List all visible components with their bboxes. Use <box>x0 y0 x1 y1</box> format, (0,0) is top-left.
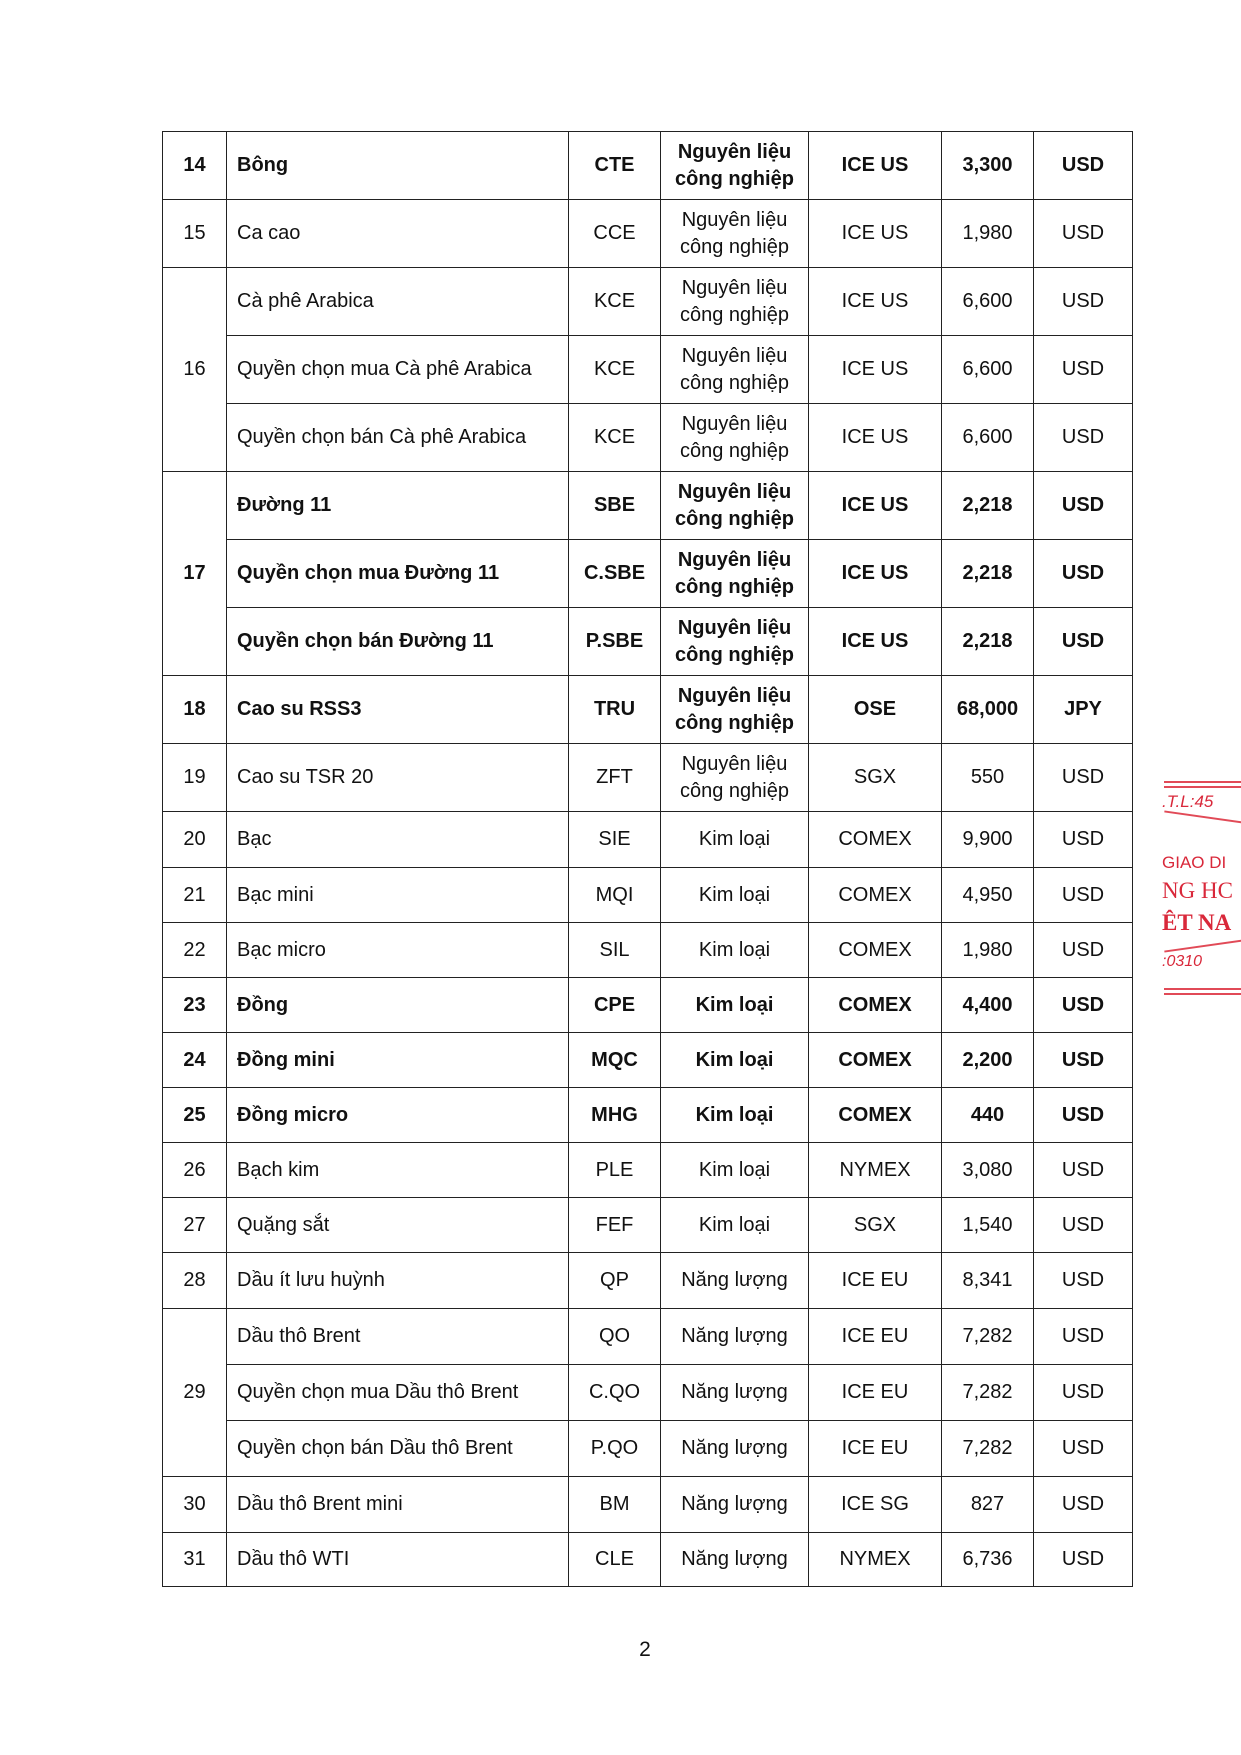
commodity-code: CPE <box>569 978 661 1033</box>
currency: USD <box>1034 200 1133 268</box>
exchange: COMEX <box>809 978 942 1033</box>
margin-value: 7,282 <box>942 1421 1034 1477</box>
table-row <box>163 1143 1133 1198</box>
currency: USD <box>1034 1198 1133 1253</box>
commodity-code: SIE <box>569 812 661 868</box>
row-number: 31 <box>163 1533 227 1587</box>
currency: USD <box>1034 1533 1133 1587</box>
currency: USD <box>1034 868 1133 923</box>
currency: USD <box>1034 608 1133 676</box>
margin-value: 2,218 <box>942 608 1034 676</box>
currency: USD <box>1034 1143 1133 1198</box>
exchange: ICE EU <box>809 1253 942 1309</box>
exchange: ICE SG <box>809 1477 942 1533</box>
stamp-text-1: .T.L:45 <box>1162 792 1214 811</box>
commodity-name: Cao su TSR 20 <box>227 744 569 812</box>
row-number: 20 <box>163 812 227 868</box>
commodity-group <box>661 1365 809 1421</box>
commodity-group <box>661 923 809 978</box>
table-row <box>163 404 1133 472</box>
commodity-group <box>661 608 809 676</box>
commodity-code: QO <box>569 1309 661 1365</box>
commodity-code: CLE <box>569 1533 661 1587</box>
group-line: Kim loại <box>698 828 771 850</box>
commodity-code: TRU <box>569 676 661 744</box>
margin-value: 3,080 <box>942 1143 1034 1198</box>
commodity-name: Quyền chọn mua Cà phê Arabica <box>227 336 569 404</box>
commodity-code: KCE <box>569 268 661 336</box>
row-number: 19 <box>163 744 227 812</box>
page-number: 2 <box>639 1638 651 1661</box>
table-row <box>163 608 1133 676</box>
group-line: công nghiệp <box>680 439 789 462</box>
table-row <box>163 132 1133 200</box>
currency: USD <box>1034 268 1133 336</box>
commodity-name: Quyền chọn mua Đường 11 <box>227 540 569 608</box>
table-row <box>163 1033 1133 1088</box>
commodity-name: Dầu thô Brent mini <box>227 1477 569 1533</box>
commodity-group <box>661 978 809 1033</box>
group-line: Kim loại <box>698 1213 771 1236</box>
commodity-code: MHG <box>569 1088 661 1143</box>
exchange: COMEX <box>809 868 942 923</box>
margin-value: 2,218 <box>942 472 1034 540</box>
margin-value: 7,282 <box>942 1365 1034 1421</box>
commodity-group <box>661 1533 809 1587</box>
commodity-code: QP <box>569 1253 661 1309</box>
margin-value: 440 <box>942 1088 1034 1143</box>
group-line: Kim loại <box>695 993 774 1016</box>
commodity-group <box>661 744 809 812</box>
commodity-code: BM <box>569 1477 661 1533</box>
group-line: Năng lượng <box>681 1437 788 1459</box>
red-stamp-fragment <box>1160 775 1241 1005</box>
exchange: ICE US <box>809 472 942 540</box>
stamp-text-4: ÊT NA <box>1162 910 1232 935</box>
row-number: 21 <box>163 868 227 923</box>
margin-value: 1,980 <box>942 200 1034 268</box>
commodity-code: P.QO <box>569 1421 661 1477</box>
group-line: Kim loại <box>698 883 771 906</box>
commodity-table <box>162 131 1133 1587</box>
commodity-code: ZFT <box>569 744 661 812</box>
group-line: công nghiệp <box>675 507 794 530</box>
commodity-group <box>661 1421 809 1477</box>
commodity-name: Dầu ít lưu huỳnh <box>227 1253 569 1309</box>
table-row <box>163 472 1133 540</box>
table-row <box>163 1198 1133 1253</box>
commodity-code: CCE <box>569 200 661 268</box>
currency: USD <box>1034 1253 1133 1309</box>
table-row <box>163 1253 1133 1309</box>
commodity-group <box>661 812 809 868</box>
exchange: ICE US <box>809 608 942 676</box>
commodity-group <box>661 1309 809 1365</box>
margin-value: 2,218 <box>942 540 1034 608</box>
group-line: Nguyên liệu <box>677 684 792 707</box>
margin-value: 9,900 <box>942 812 1034 868</box>
margin-value: 1,540 <box>942 1198 1034 1253</box>
row-number: 30 <box>163 1477 227 1533</box>
group-line: Nguyên liệu <box>681 208 788 231</box>
commodity-name: Dầu thô WTI <box>227 1533 569 1587</box>
commodity-name: Bạc <box>227 812 569 868</box>
group-line: Năng lượng <box>681 1381 788 1403</box>
margin-value: 8,341 <box>942 1253 1034 1309</box>
commodity-group <box>661 132 809 200</box>
currency: USD <box>1034 978 1133 1033</box>
table-row <box>163 868 1133 923</box>
commodity-name: Bạch kim <box>227 1143 569 1198</box>
commodity-name: Dầu thô Brent <box>227 1309 569 1365</box>
row-number: 15 <box>163 200 227 268</box>
exchange: NYMEX <box>809 1143 942 1198</box>
group-line: Năng lượng <box>681 1325 788 1347</box>
margin-value: 4,400 <box>942 978 1034 1033</box>
commodity-group <box>661 1253 809 1309</box>
group-line: công nghiệp <box>680 235 789 258</box>
table-row <box>163 744 1133 812</box>
group-line: công nghiệp <box>680 303 789 326</box>
currency: USD <box>1034 1088 1133 1143</box>
table-row <box>163 923 1133 978</box>
margin-value: 6,600 <box>942 404 1034 472</box>
stamp-text-5: :0310 <box>1162 953 1203 970</box>
exchange: ICE US <box>809 404 942 472</box>
currency: USD <box>1034 1309 1133 1365</box>
commodity-name: Quyền chọn bán Đường 11 <box>227 608 569 676</box>
commodity-name: Quyền chọn mua Dầu thô Brent <box>227 1365 569 1421</box>
stamp-text-3: NG HC <box>1162 878 1233 903</box>
commodity-group <box>661 1088 809 1143</box>
commodity-name: Đồng micro <box>227 1088 569 1143</box>
exchange: SGX <box>809 1198 942 1253</box>
exchange: OSE <box>809 676 942 744</box>
exchange: COMEX <box>809 812 942 868</box>
group-line: Kim loại <box>695 1048 774 1071</box>
table-row <box>163 1309 1133 1365</box>
commodity-group <box>661 268 809 336</box>
commodity-group <box>661 336 809 404</box>
exchange: COMEX <box>809 1088 942 1143</box>
table-row <box>163 1421 1133 1477</box>
group-line: Kim loại <box>695 1103 774 1126</box>
commodity-group <box>661 1143 809 1198</box>
stamp-text-2: GIAO DI <box>1162 853 1227 872</box>
row-number: 17 <box>163 472 227 676</box>
commodity-name: Bông <box>227 132 569 200</box>
group-line: công nghiệp <box>675 643 794 666</box>
row-number: 16 <box>163 268 227 472</box>
group-line: công nghiệp <box>675 711 794 734</box>
commodity-code: C.SBE <box>569 540 661 608</box>
group-line: Nguyên liệu <box>677 616 792 639</box>
group-line: Nguyên liệu <box>677 548 792 571</box>
commodity-code: C.QO <box>569 1365 661 1421</box>
row-number: 23 <box>163 978 227 1033</box>
margin-value: 1,980 <box>942 923 1034 978</box>
commodity-code: KCE <box>569 336 661 404</box>
commodity-code: CTE <box>569 132 661 200</box>
commodity-name: Đồng <box>227 978 569 1033</box>
currency: USD <box>1034 540 1133 608</box>
table-row <box>163 1088 1133 1143</box>
margin-value: 550 <box>942 744 1034 812</box>
exchange: ICE EU <box>809 1421 942 1477</box>
commodity-group <box>661 676 809 744</box>
table-row <box>163 978 1133 1033</box>
commodity-name: Bạc mini <box>227 868 569 923</box>
commodity-name: Đường 11 <box>227 472 569 540</box>
currency: USD <box>1034 1365 1133 1421</box>
currency: USD <box>1034 1477 1133 1533</box>
currency: USD <box>1034 1033 1133 1088</box>
exchange: ICE US <box>809 336 942 404</box>
commodity-name: Quặng sắt <box>227 1198 569 1253</box>
row-number: 25 <box>163 1088 227 1143</box>
table-row <box>163 812 1133 868</box>
exchange: NYMEX <box>809 1533 942 1587</box>
margin-value: 4,950 <box>942 868 1034 923</box>
commodity-group <box>661 1198 809 1253</box>
commodity-code: KCE <box>569 404 661 472</box>
commodity-name: Quyền chọn bán Dầu thô Brent <box>227 1421 569 1477</box>
commodity-name: Ca cao <box>227 200 569 268</box>
commodity-code: MQC <box>569 1033 661 1088</box>
group-line: Nguyên liệu <box>681 752 788 775</box>
commodity-code: SIL <box>569 923 661 978</box>
commodity-code: PLE <box>569 1143 661 1198</box>
group-line: công nghiệp <box>675 575 794 598</box>
margin-value: 827 <box>942 1477 1034 1533</box>
table-row <box>163 1365 1133 1421</box>
margin-value: 3,300 <box>942 132 1034 200</box>
table-row <box>163 540 1133 608</box>
row-number: 27 <box>163 1198 227 1253</box>
group-line: Nguyên liệu <box>681 276 788 299</box>
group-line: Nguyên liệu <box>681 344 788 367</box>
currency: USD <box>1034 923 1133 978</box>
commodity-name: Bạc micro <box>227 923 569 978</box>
commodity-name: Đồng mini <box>227 1033 569 1088</box>
group-line: Năng lượng <box>681 1493 788 1515</box>
currency: USD <box>1034 132 1133 200</box>
commodity-code: SBE <box>569 472 661 540</box>
row-number: 14 <box>163 132 227 200</box>
row-number: 24 <box>163 1033 227 1088</box>
margin-value: 6,600 <box>942 336 1034 404</box>
exchange: ICE US <box>809 132 942 200</box>
table-row <box>163 676 1133 744</box>
row-number: 22 <box>163 923 227 978</box>
currency: USD <box>1034 744 1133 812</box>
currency: USD <box>1034 336 1133 404</box>
group-line: Kim loại <box>698 1158 771 1181</box>
row-number: 28 <box>163 1253 227 1309</box>
group-line: Năng lượng <box>681 1269 788 1291</box>
group-line: Kim loại <box>698 938 771 961</box>
commodity-code: MQI <box>569 868 661 923</box>
commodity-group <box>661 868 809 923</box>
group-line: công nghiệp <box>680 779 789 802</box>
row-number: 29 <box>163 1309 227 1477</box>
row-number: 26 <box>163 1143 227 1198</box>
group-line: Năng lượng <box>681 1548 788 1570</box>
group-line: Nguyên liệu <box>677 480 792 503</box>
commodity-name: Cà phê Arabica <box>227 268 569 336</box>
margin-value: 2,200 <box>942 1033 1034 1088</box>
commodity-name: Quyền chọn bán Cà phê Arabica <box>227 404 569 472</box>
table-row <box>163 200 1133 268</box>
table-row <box>163 1477 1133 1533</box>
exchange: COMEX <box>809 923 942 978</box>
currency: USD <box>1034 812 1133 868</box>
commodity-group <box>661 1033 809 1088</box>
commodity-group <box>661 1477 809 1533</box>
table-row <box>163 268 1133 336</box>
group-line: Nguyên liệu <box>677 140 792 163</box>
group-line: công nghiệp <box>675 167 794 190</box>
commodity-group <box>661 472 809 540</box>
group-line: công nghiệp <box>680 371 789 394</box>
margin-value: 68,000 <box>942 676 1034 744</box>
table-row <box>163 1533 1133 1587</box>
margin-value: 6,736 <box>942 1533 1034 1587</box>
exchange: SGX <box>809 744 942 812</box>
row-number: 18 <box>163 676 227 744</box>
commodity-group <box>661 404 809 472</box>
currency: USD <box>1034 472 1133 540</box>
margin-value: 6,600 <box>942 268 1034 336</box>
exchange: ICE US <box>809 268 942 336</box>
commodity-code: FEF <box>569 1198 661 1253</box>
group-line: Nguyên liệu <box>681 412 788 435</box>
currency: USD <box>1034 404 1133 472</box>
commodity-name: Cao su RSS3 <box>227 676 569 744</box>
exchange: ICE US <box>809 200 942 268</box>
currency: JPY <box>1034 676 1133 744</box>
margin-value: 7,282 <box>942 1309 1034 1365</box>
exchange: ICE EU <box>809 1309 942 1365</box>
commodity-code: P.SBE <box>569 608 661 676</box>
commodity-group <box>661 540 809 608</box>
currency: USD <box>1034 1421 1133 1477</box>
commodity-group <box>661 200 809 268</box>
exchange: ICE US <box>809 540 942 608</box>
exchange: ICE EU <box>809 1365 942 1421</box>
table-row <box>163 336 1133 404</box>
exchange: COMEX <box>809 1033 942 1088</box>
